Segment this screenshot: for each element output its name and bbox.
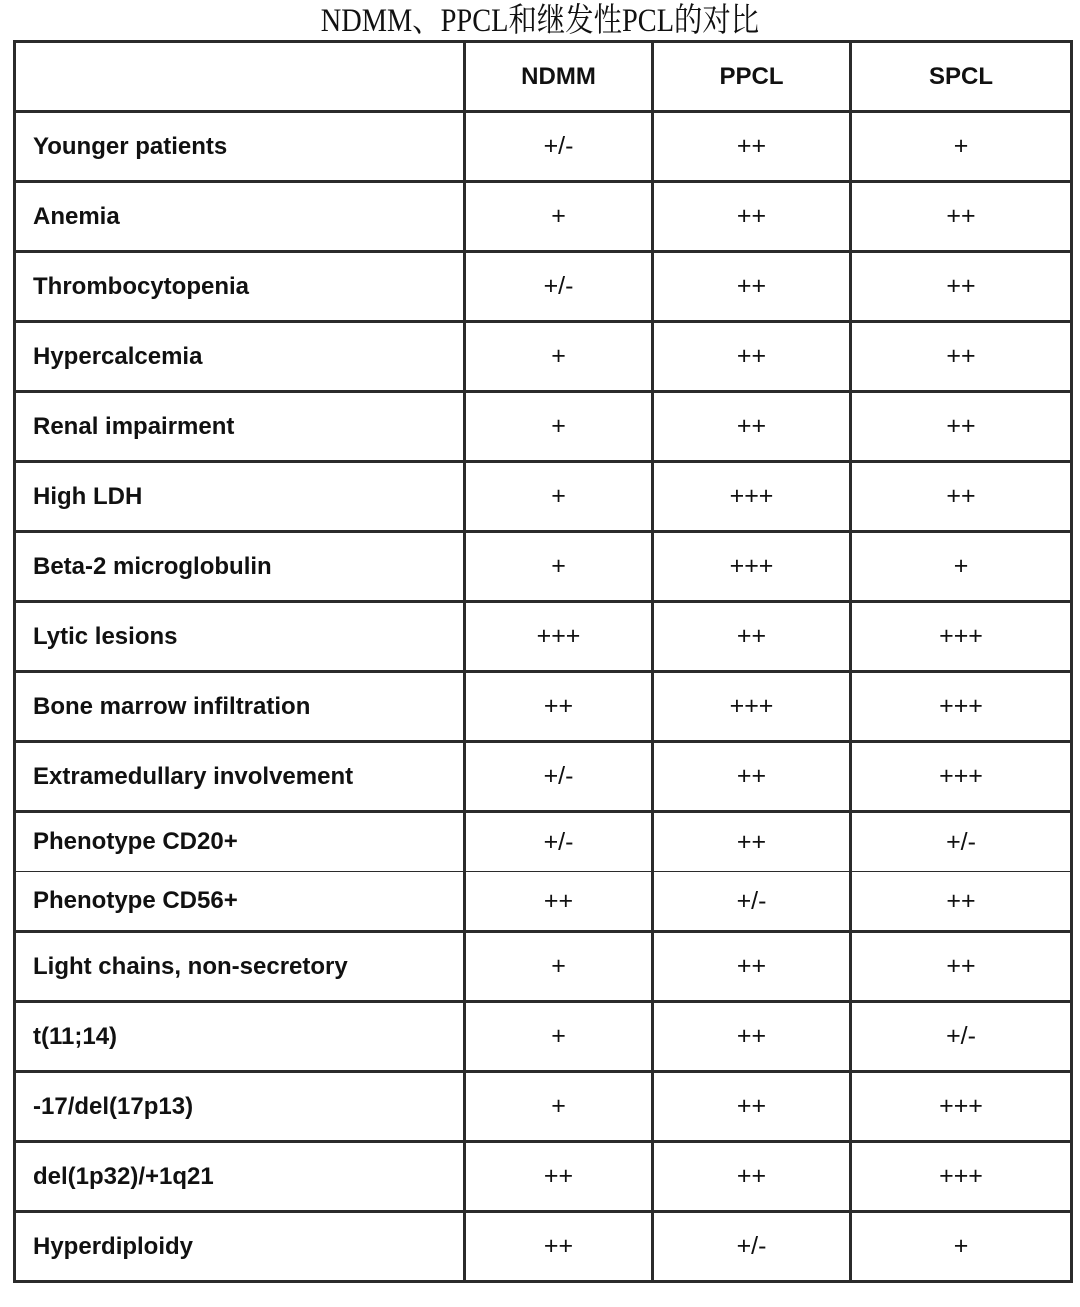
table-row	[15, 1072, 1072, 1142]
cell-ppcl: ++	[653, 112, 851, 182]
table-row	[15, 112, 1072, 182]
cell-spcl: ++	[851, 462, 1072, 532]
cell-ndmm: +/-	[465, 112, 653, 182]
cell-ndmm: +	[465, 392, 653, 462]
cell-spcl: +	[851, 1212, 1072, 1282]
table-header-row	[15, 42, 1072, 112]
cell-ppcl: +/-	[653, 872, 851, 932]
header-corner-cell	[15, 42, 465, 112]
table-row	[15, 742, 1072, 812]
row-feature-label: -17/del(17p13)	[15, 1072, 465, 1142]
cell-ndmm: +	[465, 462, 653, 532]
cell-ndmm: +/-	[465, 742, 653, 812]
cell-ndmm: +	[465, 1072, 653, 1142]
cell-ppcl: ++	[653, 742, 851, 812]
row-feature-label: Phenotype CD20+	[15, 812, 465, 872]
cell-ppcl: ++	[653, 1072, 851, 1142]
table-row	[15, 462, 1072, 532]
cell-ppcl: ++	[653, 392, 851, 462]
cell-spcl: +	[851, 112, 1072, 182]
table-row	[15, 182, 1072, 252]
cell-ppcl: +++	[653, 462, 851, 532]
row-feature-label: Extramedullary involvement	[15, 742, 465, 812]
cell-spcl: ++	[851, 872, 1072, 932]
table-row	[15, 602, 1072, 672]
cell-spcl: ++	[851, 182, 1072, 252]
cell-ppcl: ++	[653, 1142, 851, 1212]
cell-ppcl: ++	[653, 1002, 851, 1072]
row-feature-label: Beta-2 microglobulin	[15, 532, 465, 602]
row-feature-label: Younger patients	[15, 112, 465, 182]
cell-ppcl: +/-	[653, 1212, 851, 1282]
row-feature-label: Bone marrow infiltration	[15, 672, 465, 742]
cell-spcl: ++	[851, 322, 1072, 392]
row-feature-label: Phenotype CD56+	[15, 872, 465, 932]
cell-ppcl: ++	[653, 602, 851, 672]
comparison-table	[13, 40, 1073, 1283]
row-feature-label: Anemia	[15, 182, 465, 252]
cell-ndmm: ++	[465, 1142, 653, 1212]
cell-ndmm: +/-	[465, 812, 653, 872]
cell-ppcl: ++	[653, 322, 851, 392]
table-row	[15, 392, 1072, 462]
table-row	[15, 932, 1072, 1002]
cell-ndmm: +	[465, 322, 653, 392]
cell-spcl: +++	[851, 742, 1072, 812]
cell-spcl: +/-	[851, 1002, 1072, 1072]
cell-ndmm: +	[465, 932, 653, 1002]
column-header-ppcl: PPCL	[653, 42, 851, 112]
row-feature-label: del(1p32)/+1q21	[15, 1142, 465, 1212]
table-row	[15, 1212, 1072, 1282]
table-row	[15, 1002, 1072, 1072]
cell-ndmm: ++	[465, 872, 653, 932]
cell-ndmm: +/-	[465, 252, 653, 322]
cell-ndmm: +++	[465, 602, 653, 672]
column-header-ndmm: NDMM	[465, 42, 653, 112]
cell-ndmm: +	[465, 532, 653, 602]
cell-spcl: ++	[851, 392, 1072, 462]
table-row	[15, 532, 1072, 602]
cell-ppcl: ++	[653, 252, 851, 322]
cell-spcl: +/-	[851, 812, 1072, 872]
table-row	[15, 812, 1072, 872]
cell-spcl: +++	[851, 1072, 1072, 1142]
row-feature-label: Lytic lesions	[15, 602, 465, 672]
row-feature-label: Renal impairment	[15, 392, 465, 462]
table-row	[15, 1142, 1072, 1212]
cell-ppcl: ++	[653, 932, 851, 1002]
cell-spcl: ++	[851, 932, 1072, 1002]
row-feature-label: t(11;14)	[15, 1002, 465, 1072]
table-row	[15, 672, 1072, 742]
row-feature-label: High LDH	[15, 462, 465, 532]
cell-ppcl: +++	[653, 532, 851, 602]
cell-ndmm: ++	[465, 1212, 653, 1282]
cell-spcl: ++	[851, 252, 1072, 322]
cell-ndmm: +	[465, 1002, 653, 1072]
cell-ppcl: ++	[653, 812, 851, 872]
column-header-spcl: SPCL	[851, 42, 1072, 112]
cell-ndmm: ++	[465, 672, 653, 742]
cell-ndmm: +	[465, 182, 653, 252]
cell-spcl: +++	[851, 672, 1072, 742]
row-feature-label: Hyperdiploidy	[15, 1212, 465, 1282]
table-row	[15, 322, 1072, 392]
row-feature-label: Light chains, non-secretory	[15, 932, 465, 1002]
cell-spcl: +	[851, 532, 1072, 602]
cell-spcl: +++	[851, 1142, 1072, 1212]
cell-spcl: +++	[851, 602, 1072, 672]
row-feature-label: Hypercalcemia	[15, 322, 465, 392]
table-row	[15, 252, 1072, 322]
cell-ppcl: ++	[653, 182, 851, 252]
cell-ppcl: +++	[653, 672, 851, 742]
page-title: NDMM、PPCL和继发性PCL的对比	[320, 3, 760, 39]
table-row	[15, 872, 1072, 932]
row-feature-label: Thrombocytopenia	[15, 252, 465, 322]
